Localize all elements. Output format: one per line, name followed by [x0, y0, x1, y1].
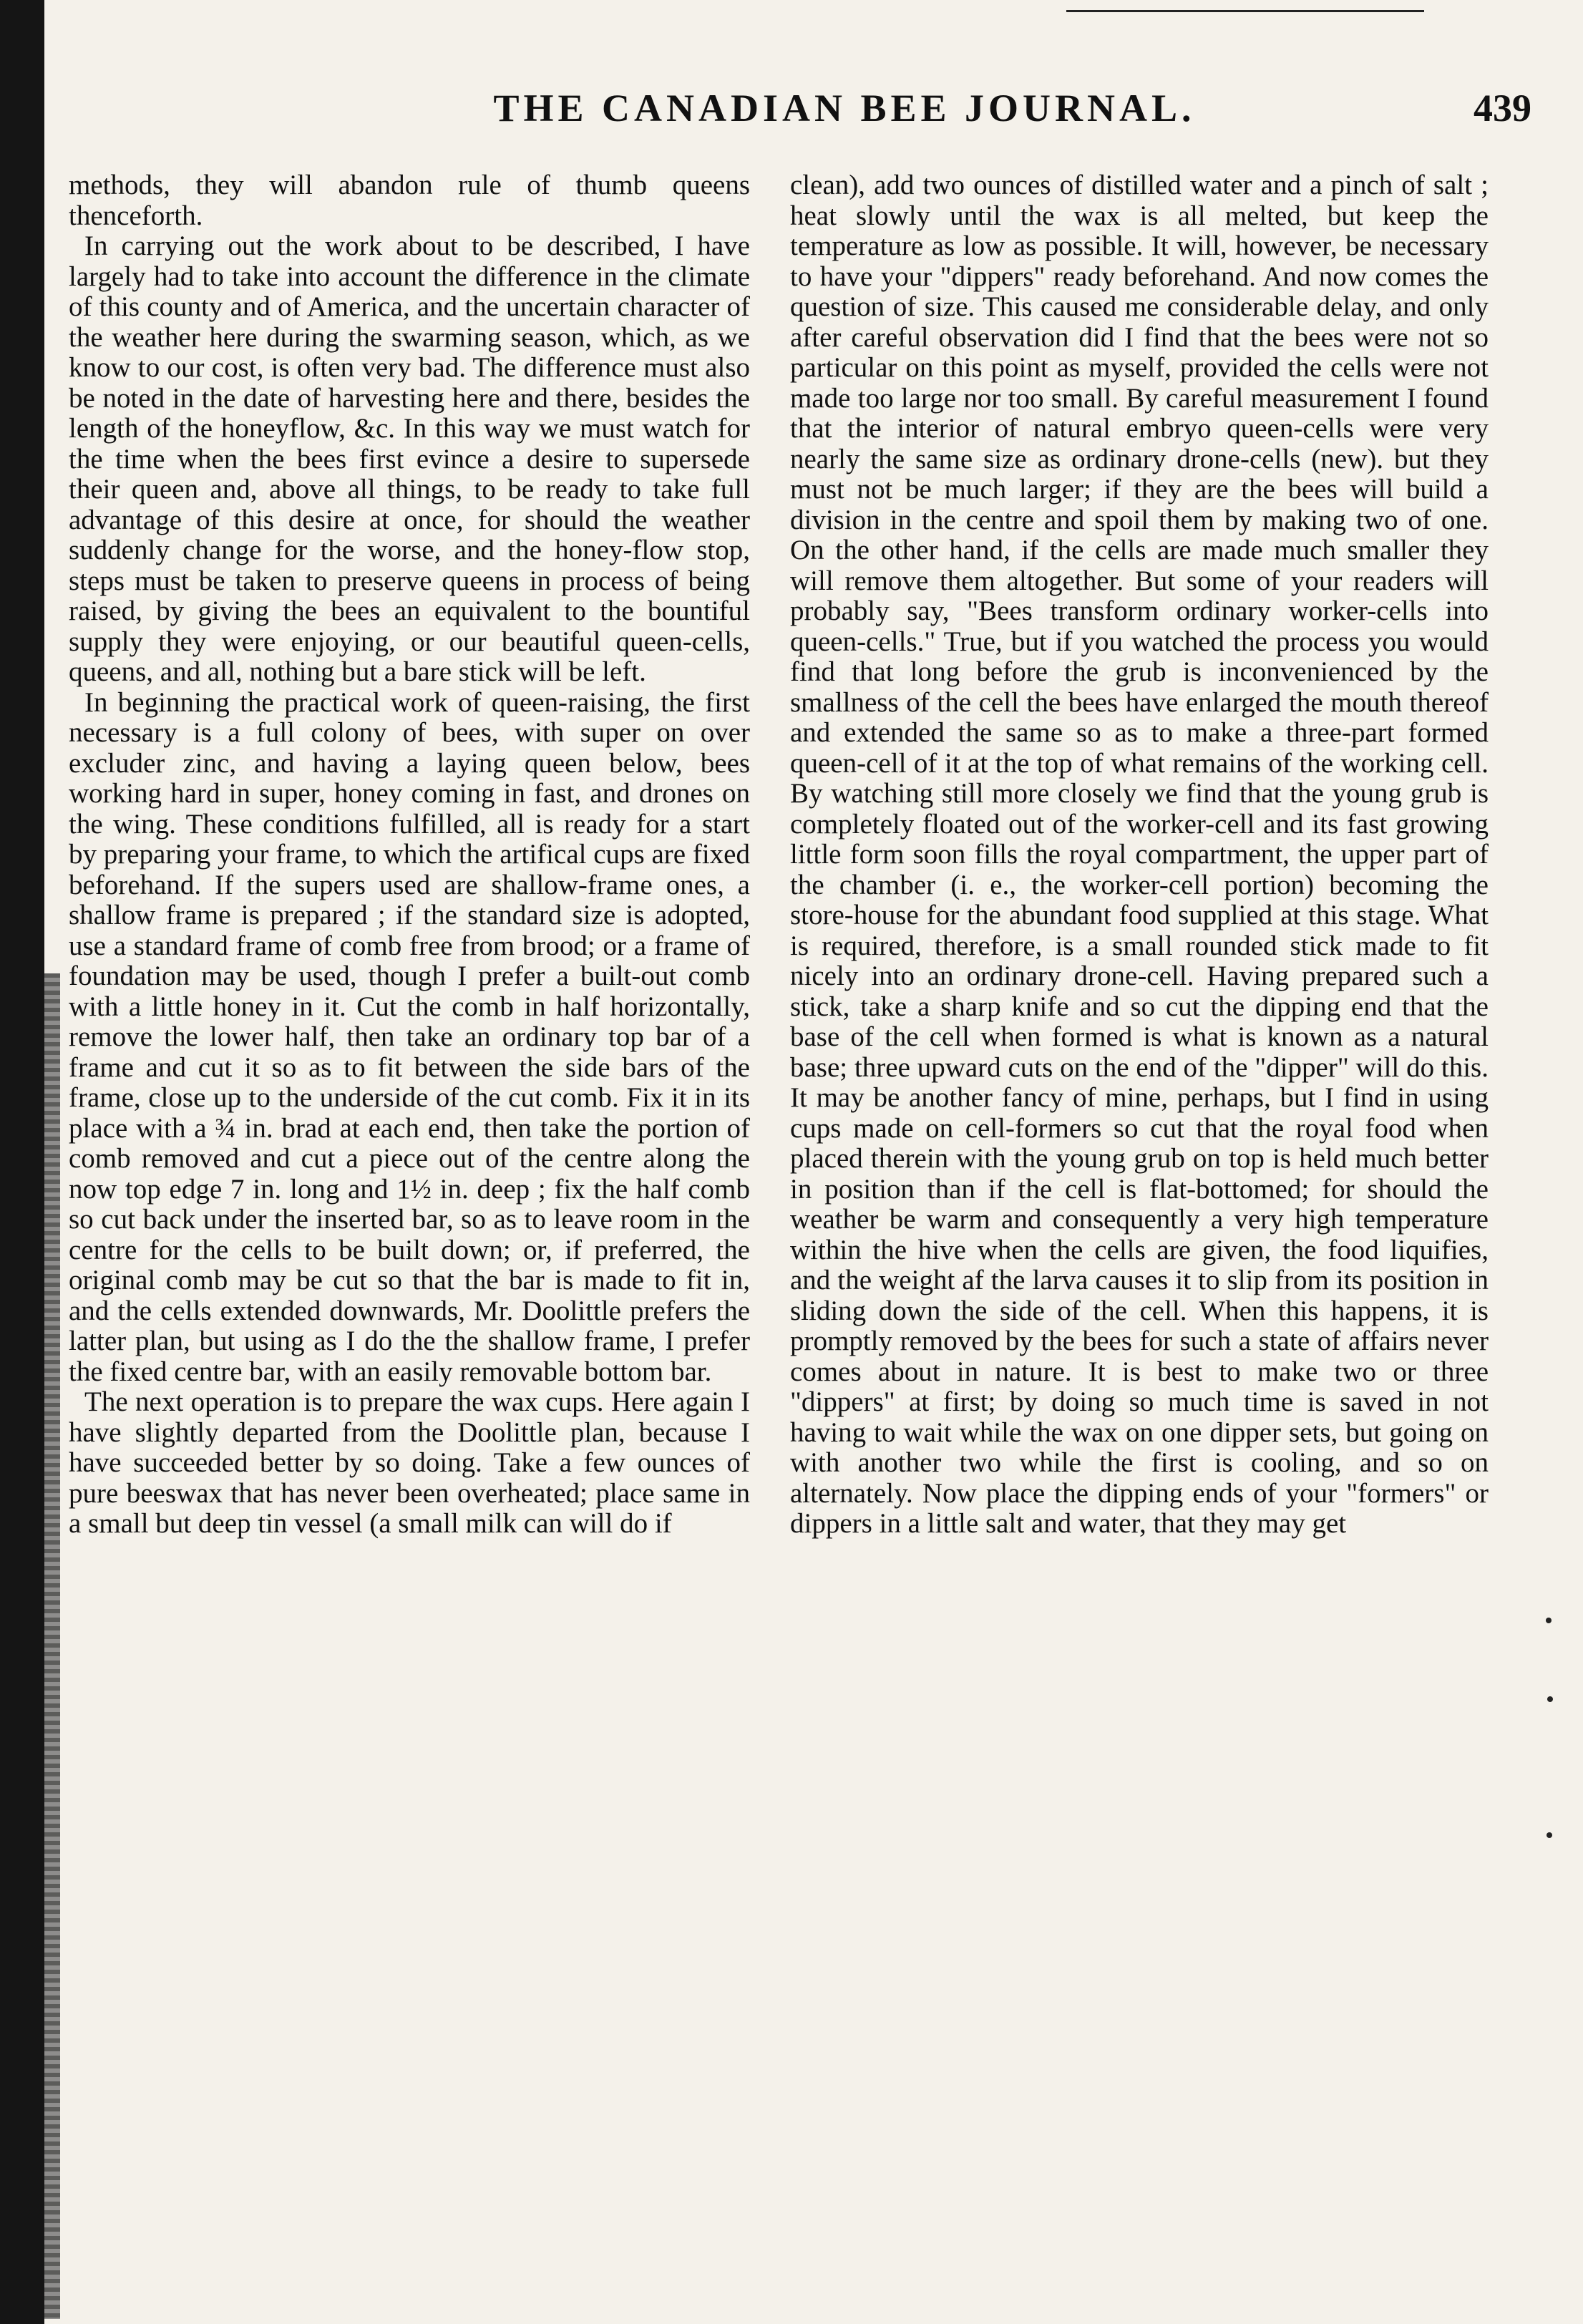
- speck-mark: [1547, 1832, 1552, 1838]
- paragraph: clean), add two ounces of distilled water and a pinch of salt ; heat slowly until the wax is all melted, but keep the temperature as low as possible. It will, however, be necessary to have your "dippers" ready beforehand. And now comes the question of size. This caused me considerable delay, and only after careful observation did I find that the bees were not so particular on this point as myself, provided the cells were not made too large nor too small. By careful measurement I found that the interior of natural embryo queen-cells were very nearly the same size as ordinary drone-cells (new). but they must not be much larger; if they are the bees will build a division in the centre and spoil them by making two of one. On the other hand, if the cells are made much smaller they will remove them altogether. But some of your readers will probably say, "Bees transform ordinary worker-cells into queen-cells." True, but if you watched the process you would find that long before the grub is inconvenienced by the smallness of the cell the bees have enlarged the mouth thereof and extended the same so as to make a three-part formed queen-cell of it at the top of what remains of the working cell. By watching still more closely we find that the young grub is completely floated out of the worker-cell and its fast growing little form soon fills the royal compartment, the upper part of the chamber (i. e., the worker-cell portion) becoming the store-house for the abundant food supplied at this stage. What is required, therefore, is a small rounded stick made to fit nicely into an ordinary drone-cell. Having prepared such a stick, take a sharp knife and so cut the dipping end that the base of the cell when formed is what is known as a natural base; three upward cuts on the end of the "dipper" will do this. It may be another fancy of mine, perhaps, but I find in using cups made on cell-formers so cut that the royal food when placed therein with the young grub on top is held much better in position than if the cell is flat-bottomed; for should the weather be warm and consequently a very high temperature within the hive when the cells are given, the food liquifies, and the weight af the larva causes it to slip from its position in sliding down the side of the cell. When this happens, it is promptly removed by the bees for such a state of affairs never comes about in nature. It is best to make two or three "dippers" at first; by doing so much time is saved in not having to wait while the wax on one dipper sets, but going on with another two while the first is cooling, and so on alternately. Now place the dipping ends of your "formers" or dippers in a little salt and water, that they may get: [790, 170, 1489, 1539]
- journal-title: THE CANADIAN BEE JOURNAL.: [493, 87, 1196, 130]
- speck-mark: [1547, 1696, 1553, 1702]
- paragraph: The next operation is to prepare the wax cups. Here again I have slightly departed from the Doolittle plan, because I have succeeded better by so doing. Take a few ounces of pure beeswax that has never been overheated; place same in a small but deep tin vessel (a small milk can will do if: [69, 1386, 750, 1539]
- page-number: 439: [1474, 87, 1531, 130]
- paragraph: In beginning the practical work of queen-raising, the first necessary is a full colony of bees, with super on over excluder zinc, and having a laying queen below, bees working hard in super, honey coming in fast, and drones on the wing. These conditions fulfilled, all is ready for a start by preparing your frame, to which the artifical cups are fixed beforehand. If the supers used are shallow-frame ones, a shallow frame is prepared ; if the standard size is adopted, use a standard frame of comb free from brood; or a frame of foundation may be used, though I prefer a built-out comb with a little honey in it. Cut the comb in half horizontally, remove the lower half, then take an ordinary top bar of a frame and cut it so as to fit between the side bars of the frame, close up to the underside of the cut comb. Fix it in its place with a ¾ in. brad at each end, then take the portion of comb removed and cut a piece out of the centre along the now top edge 7 in. long and 1½ in. deep ; fix the half comb so cut back under the inserted bar, so as to leave room in the centre for the cells to be built down; or, if preferred, the original comb may be cut so that the bar is made to fit in, and the cells extended downwards, Mr. Doolittle prefers the latter plan, but using as I do the the shallow frame, I prefer the fixed centre bar, with an easily removable bottom bar.: [69, 686, 750, 1387]
- page-binding-edge: [0, 0, 44, 2324]
- page-header: [43, 86, 1546, 143]
- print-specks: [1541, 1618, 1556, 1847]
- paragraph: In carrying out the work about to be described, I have largely had to take into account the difference in the climate of this county and of America, and the uncertain character of the weather here during the swarming season, which, as we know to our cost, is often very bad. The difference must also be noted in the date of harvesting here and there, besides the length of the honeyflow, &c. In this way we must watch for the time when the bees first evince a desire to supersede their queen and, above all things, to be ready to take full advantage of this desire at once, for should the weather suddenly change for the worse, and the honey-flow stop, steps must be taken to preserve queens in process of being raised, by giving the bees an equivalent to the bountiful supply they were enjoying, or our beautiful queen-cells, queens, and all, nothing but a bare stick will be left.: [69, 230, 750, 687]
- page-binding-shadow: [44, 973, 60, 2319]
- speck-mark: [1546, 1618, 1552, 1623]
- right-column: [790, 170, 1489, 2289]
- top-rule: [1066, 10, 1424, 12]
- paragraph: methods, they will abandon rule of thumb queens thenceforth.: [69, 170, 750, 231]
- left-column: [69, 170, 750, 2289]
